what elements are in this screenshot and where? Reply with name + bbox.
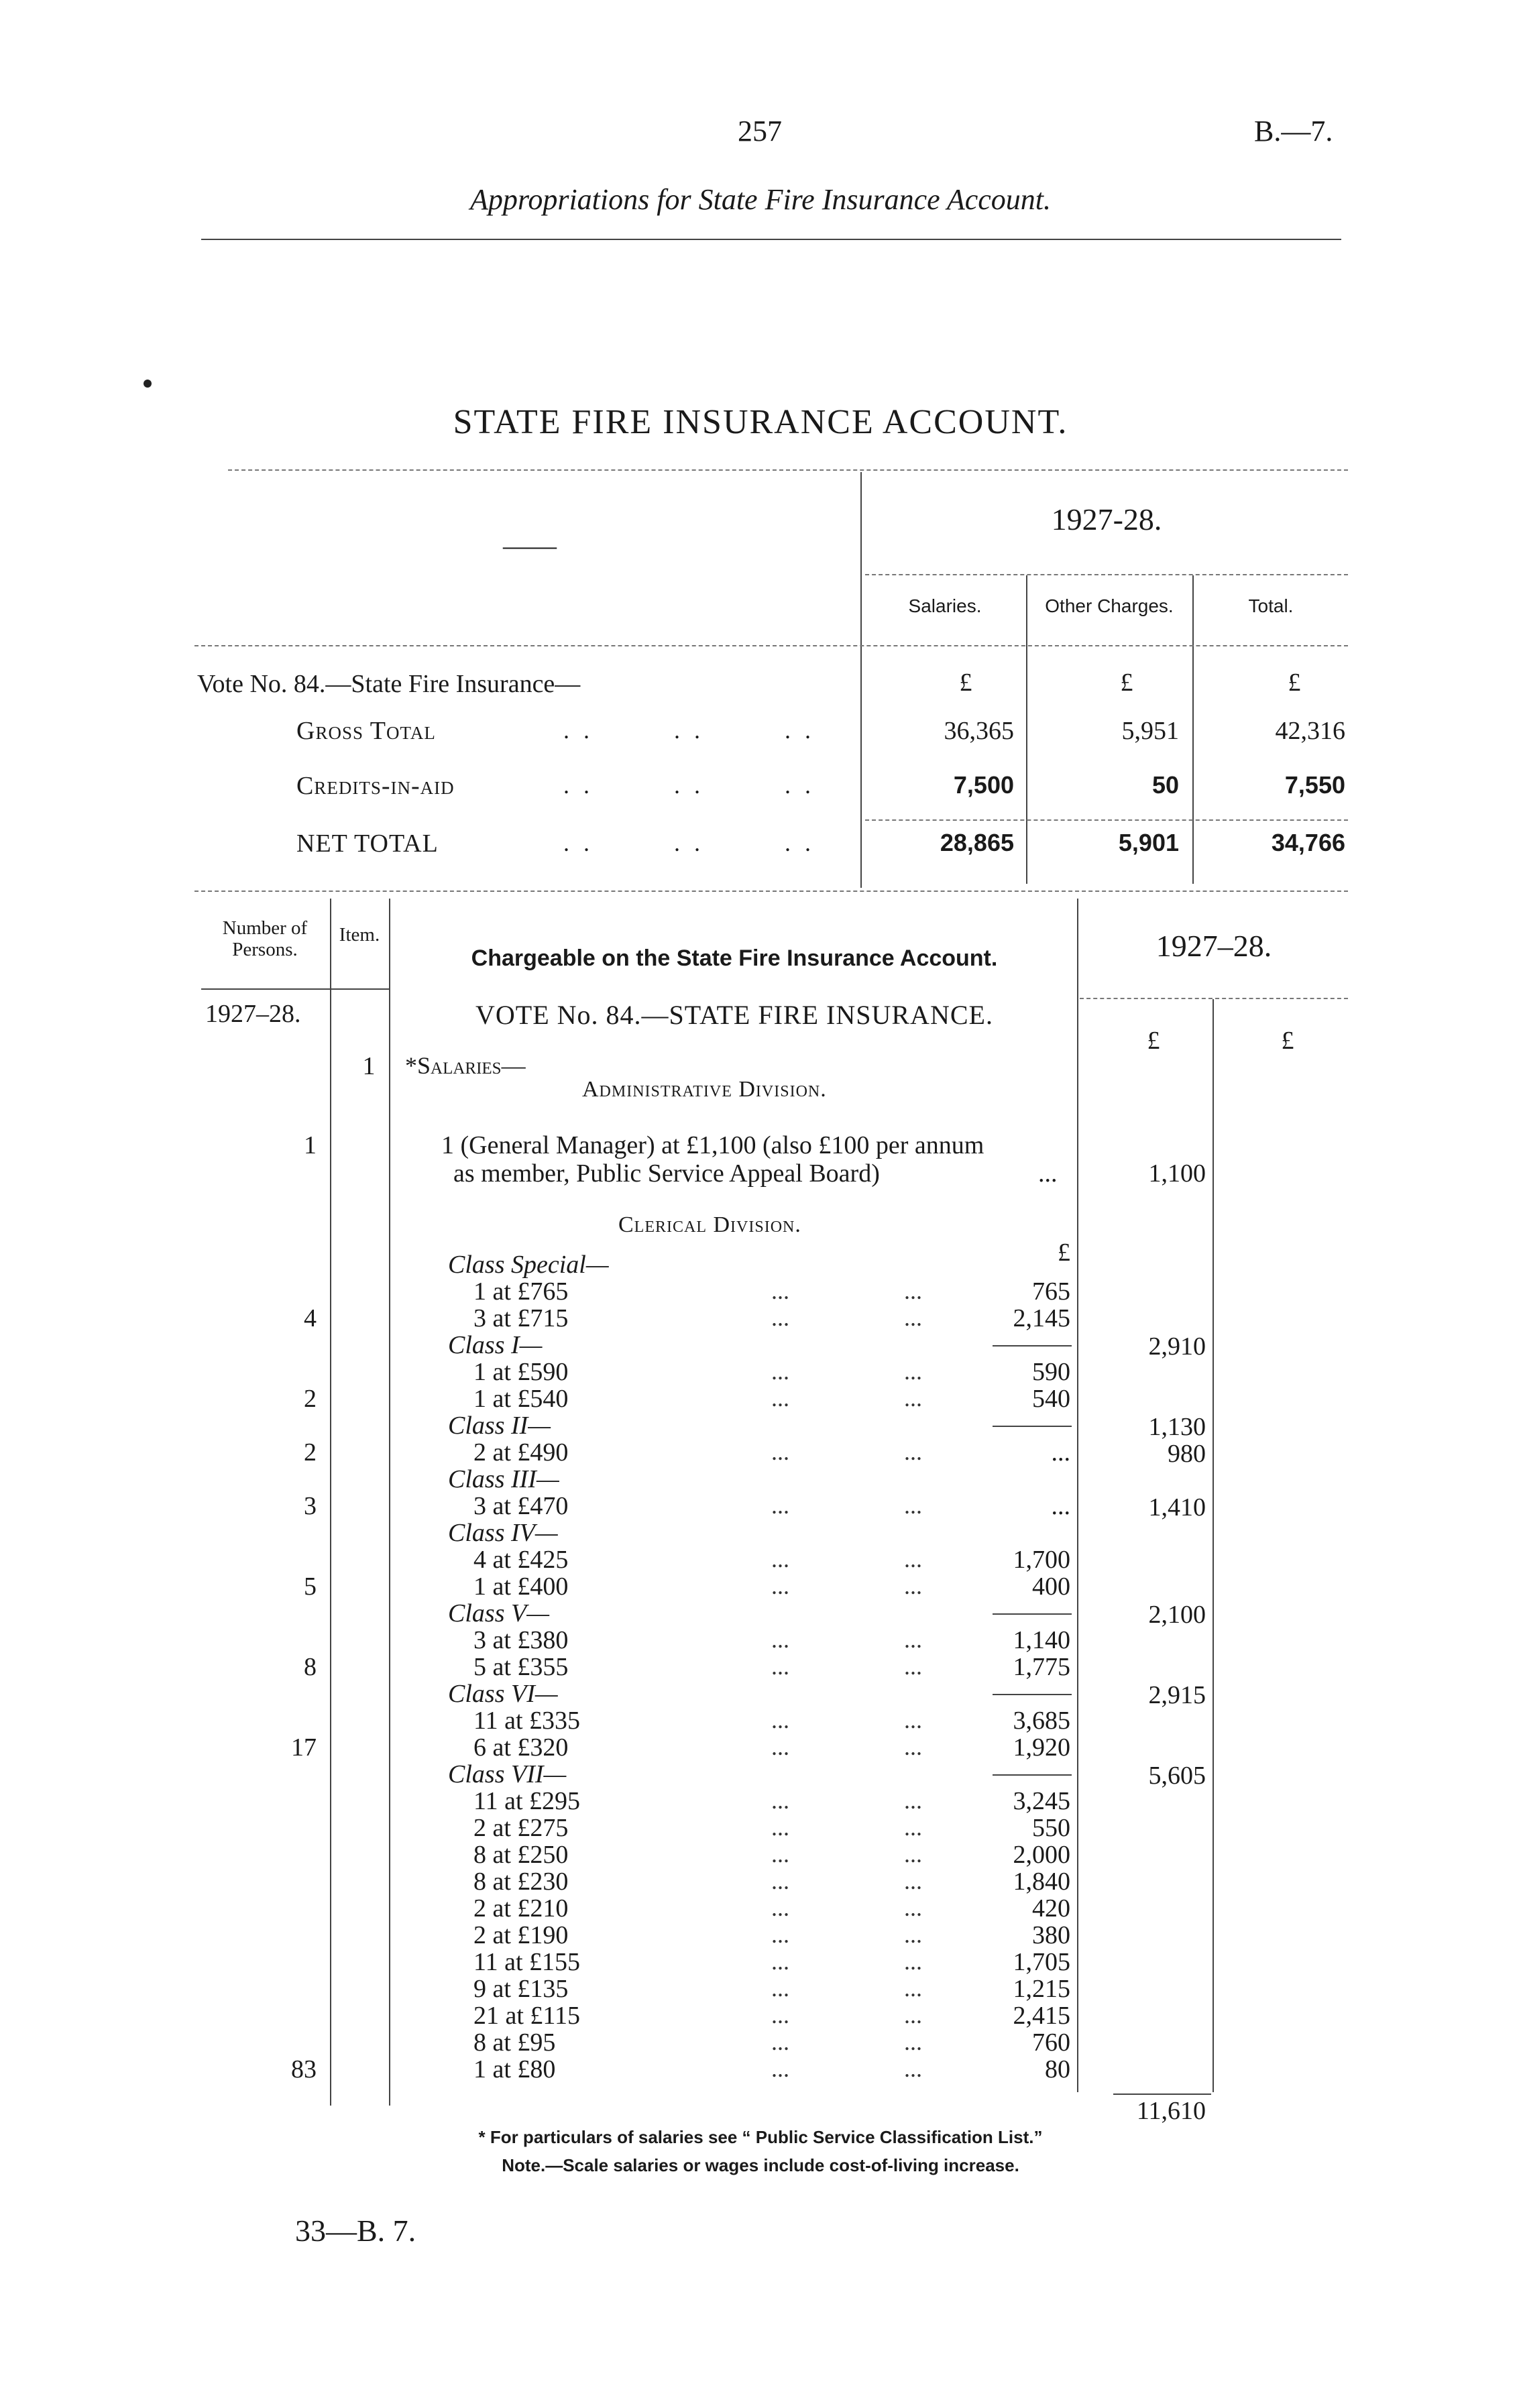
salary-line-amount: 2,000 <box>1013 1841 1070 1869</box>
detail-header-rule-right <box>1080 998 1348 999</box>
currency-total: £ <box>1288 669 1301 697</box>
leader-ellipsis: ... <box>904 1277 922 1304</box>
persons-count: 4 <box>304 1304 317 1332</box>
summary-bottom-rule <box>194 891 1348 892</box>
salary-line-amount: 420 <box>1032 1894 1070 1923</box>
salary-line-label: 8 at £230 <box>473 1868 569 1896</box>
salary-line-amount: 2,415 <box>1013 2002 1070 2030</box>
detail-currency-total: £ <box>1281 1027 1294 1055</box>
sheet-mark: 33—B. 7. <box>295 2214 416 2248</box>
credits-in-aid-label: Credits-in-aid <box>296 772 455 800</box>
leader-ellipsis: ... <box>904 1653 922 1680</box>
salary-line-amount: 1,920 <box>1013 1733 1070 1762</box>
credits-in-aid-other: 50 <box>1151 771 1179 799</box>
summary-top-rule <box>228 469 1348 471</box>
salary-line-amount: 540 <box>1032 1385 1070 1413</box>
salary-line-amount: 3,685 <box>1013 1707 1070 1735</box>
salary-line-amount: 760 <box>1032 2028 1070 2057</box>
summary-year-rule <box>865 574 1348 575</box>
salaries-footnote: * For particulars of salaries see “ Public Service Classification List.” <box>478 2127 1043 2147</box>
item-number: 1 <box>362 1052 376 1080</box>
leader-ellipsis: ... <box>771 1841 789 1868</box>
net-total-other: 5,901 <box>1118 829 1179 856</box>
salary-line-label: 11 at £335 <box>473 1707 581 1735</box>
class-total: 2,910 <box>1148 1332 1206 1361</box>
leader-ellipsis: ... <box>904 2028 922 2055</box>
salary-line-amount: 765 <box>1032 1277 1070 1306</box>
leader-ellipsis: ... <box>904 1894 922 1921</box>
leader-ellipsis: ... <box>771 1546 789 1572</box>
net-total-total: 34,766 <box>1271 829 1345 856</box>
detail-header-rule-left <box>201 988 390 990</box>
salary-line-amount: ... <box>1051 1438 1070 1467</box>
salary-line-label: 5 at £355 <box>473 1653 569 1681</box>
salary-line-label: 2 at £275 <box>473 1814 569 1842</box>
leader-ellipsis: ... <box>904 1358 922 1385</box>
gm-amount: 1,100 <box>1148 1159 1206 1188</box>
leader-ellipsis: ... <box>771 1653 789 1680</box>
leader-ellipsis: ... <box>771 2055 789 2082</box>
vote-label: Vote No. 84.—State Fire Insurance— <box>197 670 581 698</box>
class-total: 1,410 <box>1148 1493 1206 1522</box>
summary-divider <box>860 472 862 888</box>
gross-total-total: 42,316 <box>1275 717 1345 745</box>
class-heading: Class III— <box>448 1465 559 1493</box>
leader-ellipsis: ... <box>904 1304 922 1331</box>
summary-title: STATE FIRE INSURANCE ACCOUNT. <box>453 403 1068 441</box>
persons-count: 8 <box>304 1653 317 1681</box>
gm-line2: as member, Public Service Appeal Board) <box>453 1159 880 1188</box>
leader-ellipsis: ... <box>771 1626 789 1653</box>
scale-note: Note.—Scale salaries or wages include cost-of-living increase. <box>502 2155 1019 2175</box>
detail-divider-amounts <box>1077 899 1078 2092</box>
class-heading: Class VII— <box>448 1760 567 1788</box>
salary-line-amount: 380 <box>1032 1921 1070 1949</box>
leader-ellipsis: ... <box>904 1948 922 1975</box>
salary-line-label: 2 at £210 <box>473 1894 569 1923</box>
leader-ellipsis: ... <box>771 1921 789 1948</box>
gross-total-salaries: 36,365 <box>944 717 1014 745</box>
salary-line-amount: 1,700 <box>1013 1546 1070 1574</box>
leader-ellipsis: ... <box>771 1894 789 1921</box>
persons-count: 3 <box>304 1492 317 1520</box>
persons-count: 2 <box>304 1385 317 1413</box>
col-item-header: Item. <box>339 924 380 945</box>
detail-divider-persons <box>330 899 331 2106</box>
net-total-label: NET TOTAL <box>296 829 439 858</box>
class-total: 2,915 <box>1148 1681 1206 1709</box>
leader-ellipsis: ... <box>771 1358 789 1385</box>
class-total: 980 <box>1168 1440 1206 1468</box>
subtotal-rule <box>993 1774 1072 1776</box>
leader-ellipsis: ... <box>904 1841 922 1868</box>
document-reference: B.—7. <box>1254 115 1333 148</box>
salary-line-label: 1 at £765 <box>473 1277 569 1306</box>
persons-year: 1927–28. <box>205 1000 301 1028</box>
leader-ellipsis: ... <box>904 1572 922 1599</box>
col-persons-header: Number of Persons. <box>222 917 308 960</box>
summary-header-rule <box>194 645 1348 646</box>
salary-line-label: 4 at £425 <box>473 1546 569 1574</box>
salary-line-label: 11 at £155 <box>473 1948 581 1976</box>
subtotal-rule <box>993 1694 1072 1695</box>
leader-ellipsis: ... <box>904 1868 922 1894</box>
class-total: 1,130 <box>1148 1413 1206 1441</box>
gm-ellipsis: ... <box>1038 1159 1058 1188</box>
leader-ellipsis: ... <box>771 1948 789 1975</box>
credits-in-aid-salaries: 7,500 <box>953 771 1014 799</box>
chargeable-title: Chargeable on the State Fire Insurance Account. <box>471 945 998 971</box>
salary-line-amount: 3,245 <box>1013 1787 1070 1815</box>
salary-line-amount: 400 <box>1032 1572 1070 1601</box>
salary-line-label: 2 at £190 <box>473 1921 569 1949</box>
gross-total-other: 5,951 <box>1121 717 1179 745</box>
currency-salaries: £ <box>959 669 972 697</box>
salary-line-amount: 1,140 <box>1013 1626 1070 1654</box>
salary-line-amount: 2,145 <box>1013 1304 1070 1332</box>
credits-in-aid-dots: . . . . . . <box>563 772 815 799</box>
class-total: 2,100 <box>1148 1601 1206 1629</box>
vote-title: VOTE No. 84.—STATE FIRE INSURANCE. <box>475 1000 993 1030</box>
class-heading: Class II— <box>448 1412 551 1440</box>
leader-ellipsis: ... <box>904 1975 922 2002</box>
detail-currency-sub: £ <box>1147 1027 1160 1055</box>
leader-ellipsis: ... <box>904 1626 922 1653</box>
persons-count: 83 <box>291 2055 317 2083</box>
class-heading: Class IV— <box>448 1519 558 1547</box>
clerical-currency: £ <box>1058 1239 1070 1267</box>
final-total-rule <box>1113 2094 1211 2095</box>
net-total-rule <box>865 819 1348 821</box>
salary-line-label: 3 at £470 <box>473 1492 569 1520</box>
salary-line-label: 3 at £715 <box>473 1304 569 1332</box>
gm-line1: 1 (General Manager) at £1,100 (also £100 per annum <box>441 1131 984 1159</box>
subtotal-rule <box>993 1426 1072 1427</box>
net-total-salaries: 28,865 <box>940 829 1014 856</box>
persons-count: 5 <box>304 1572 317 1601</box>
salary-line-amount: 550 <box>1032 1814 1070 1842</box>
salary-line-label: 1 at £400 <box>473 1572 569 1601</box>
salary-line-amount: 80 <box>1045 2055 1070 2083</box>
salary-line-label: 9 at £135 <box>473 1975 569 2003</box>
class-heading: Class Special— <box>448 1251 609 1279</box>
persons-count: 17 <box>291 1733 317 1762</box>
persons-count: 2 <box>304 1438 317 1467</box>
detail-year-header: 1927–28. <box>1156 929 1272 963</box>
leader-ellipsis: ... <box>771 1814 789 1841</box>
leader-ellipsis: ... <box>904 1787 922 1814</box>
gross-total-dots: . . . . . . <box>563 717 815 744</box>
leader-ellipsis: ... <box>904 1546 922 1572</box>
col-total-header: Total. <box>1248 595 1294 616</box>
class-total: 5,605 <box>1148 1762 1206 1790</box>
leader-ellipsis: ... <box>771 1733 789 1760</box>
gross-total-label: Gross Total <box>296 717 436 745</box>
clerical-division: Clerical Division. <box>618 1212 801 1237</box>
salary-line-label: 2 at £490 <box>473 1438 569 1467</box>
leader-ellipsis: ... <box>771 1304 789 1331</box>
leader-ellipsis: ... <box>771 1492 789 1519</box>
leader-ellipsis: ... <box>771 2002 789 2028</box>
leader-ellipsis: ... <box>771 1975 789 2002</box>
salary-line-label: 3 at £380 <box>473 1626 569 1654</box>
salary-line-amount: 1,705 <box>1013 1948 1070 1976</box>
credits-in-aid-total: 7,550 <box>1284 771 1345 799</box>
salary-line-label: 1 at £540 <box>473 1385 569 1413</box>
salary-line-label: 6 at £320 <box>473 1733 569 1762</box>
final-total: 11,610 <box>1136 2097 1206 2125</box>
running-title: Appropriations for State Fire Insurance Account. <box>469 183 1052 216</box>
salary-line-label: 8 at £250 <box>473 1841 569 1869</box>
salary-line-label: 11 at £295 <box>473 1787 581 1815</box>
subtotal-rule <box>993 1345 1072 1346</box>
leader-ellipsis: ... <box>771 1787 789 1814</box>
leader-ellipsis: ... <box>904 2002 922 2028</box>
salaries-heading: *Salaries— <box>405 1052 526 1079</box>
header-rule <box>201 239 1341 240</box>
salary-line-amount: ... <box>1051 1492 1070 1520</box>
subtotal-rule <box>993 1613 1072 1615</box>
leader-ellipsis: ... <box>904 1921 922 1948</box>
leader-ellipsis: ... <box>771 1707 789 1733</box>
leader-ellipsis: ... <box>771 1385 789 1412</box>
leader-ellipsis: ... <box>904 1438 922 1465</box>
leader-ellipsis: ... <box>771 1572 789 1599</box>
gm-persons: 1 <box>304 1131 317 1159</box>
salary-line-label: 1 at £80 <box>473 2055 556 2083</box>
salary-line-amount: 1,840 <box>1013 1868 1070 1896</box>
class-heading: Class V— <box>448 1599 549 1627</box>
leader-ellipsis: ... <box>771 2028 789 2055</box>
net-total-dots: . . . . . . <box>563 829 815 856</box>
leader-ellipsis: ... <box>771 1438 789 1465</box>
leader-ellipsis: ... <box>904 1733 922 1760</box>
leader-ellipsis: ... <box>904 1492 922 1519</box>
summary-year: 1927-28. <box>1051 502 1162 536</box>
margin-dot <box>144 380 152 388</box>
leader-ellipsis: ... <box>904 1814 922 1841</box>
leader-ellipsis: ... <box>771 1277 789 1304</box>
salary-line-label: 1 at £590 <box>473 1358 569 1386</box>
admin-division: Administrative Division. <box>582 1077 827 1102</box>
summary-dash: —— <box>503 530 557 561</box>
leader-ellipsis: ... <box>904 1707 922 1733</box>
salary-line-amount: 1,775 <box>1013 1653 1070 1681</box>
leader-ellipsis: ... <box>904 2055 922 2082</box>
salary-line-amount: 590 <box>1032 1358 1070 1386</box>
class-heading: Class I— <box>448 1331 543 1359</box>
detail-divider-totals <box>1213 999 1214 2092</box>
leader-ellipsis: ... <box>904 1385 922 1412</box>
col-other-header: Other Charges. <box>1045 595 1174 616</box>
leader-ellipsis: ... <box>771 1868 789 1894</box>
class-heading: Class VI— <box>448 1680 558 1708</box>
salary-line-label: 8 at £95 <box>473 2028 556 2057</box>
col-salaries-header: Salaries. <box>908 595 982 616</box>
salary-line-label: 21 at £115 <box>473 2002 581 2030</box>
page-number: 257 <box>738 115 782 148</box>
salary-line-amount: 1,215 <box>1013 1975 1070 2003</box>
currency-other: £ <box>1120 669 1133 697</box>
